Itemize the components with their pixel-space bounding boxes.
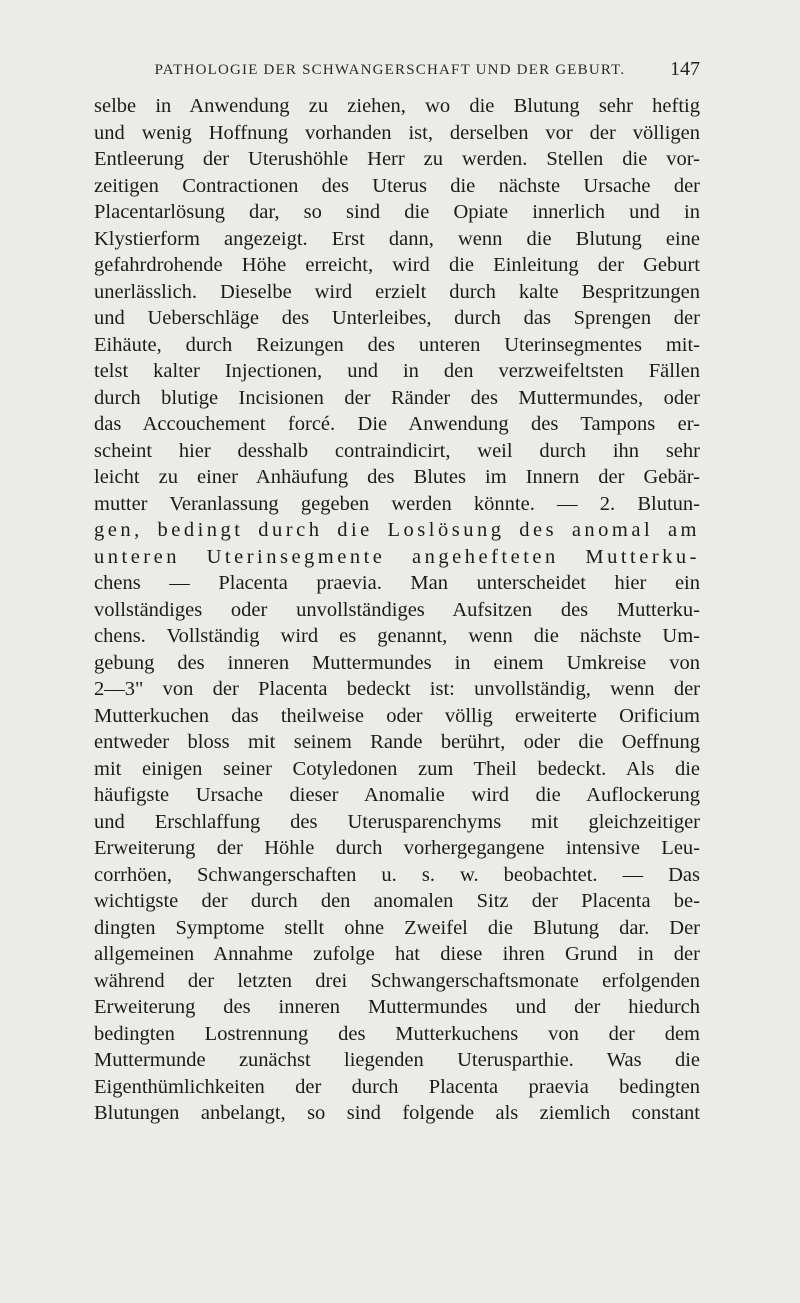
text-line: allgemeinen Annahme zufolge hat diese ihren Grund in der [94,943,700,965]
text-line: gefahrdrohende Höhe erreicht, wird die Einleitung der Geburt [94,254,700,276]
text-line: telst kalter Injectionen, und in den verzweifeltsten Fällen [94,360,700,382]
text-line: mit einigen seiner Cotyledonen zum Theil bedeckt. Als die [94,757,700,780]
text-line: bedingten Lostrennung des Mutterkuchens von der dem [94,1022,700,1045]
text-line: und Erschlaffung des Uterusparenchyms mit gleichzeitiger [94,810,700,833]
text-line: zeitigen Contractionen des Uterus die nächste Ursache der [94,174,700,197]
text-line: scheint hier desshalb contraindicirt, weil durch ihn sehr [94,439,700,462]
text-line: Erweiterung der Höhle durch vorhergegangene intensive Leu- [94,837,700,859]
text-line: das Accouchement forcé. Die Anwendung des Tampons er- [94,413,700,435]
running-head: PATHOLOGIE DER SCHWANGERSCHAFT UND DER GEBURT. [154,62,626,78]
text-line-emphasis: unteren Uterinsegmente angehefteten Mutterku- [94,545,700,568]
text-line: entweder bloss mit seinem Rande berührt, oder die Oeffnung [94,731,700,753]
text-line: selbe in Anwendung zu ziehen, wo die Blutung sehr heftig [94,95,700,117]
text-line: und wenig Hoffnung vorhanden ist, derselben vor der völligen [94,121,700,144]
text-line: dingten Symptome stellt ohne Zweifel die Blutung dar. Der [94,916,700,939]
text-line: Erweiterung des inneren Muttermundes und der hiedurch [94,996,700,1018]
text-line: corrhöen, Schwangerschaften u. s. w. beobachtet. — Das [94,863,700,886]
text-line: vollständiges oder unvollständiges Aufsitzen des Mutterku- [94,598,700,621]
text-line: unerlässlich. Dieselbe wird erzielt durch kalte Bespritzungen [94,280,700,303]
text-line: Muttermunde zunächst liegenden Uterusparthie. Was die [94,1049,700,1071]
text-line: chens — Placenta praevia. Man unterscheidet hier ein [94,572,700,594]
text-line: gebung des inneren Muttermundes in einem Umkreise von [94,651,700,674]
text-line: mutter Veranlassung gegeben werden könnte. — 2. Blutun- [94,492,700,515]
text-line: Eihäute, durch Reizungen des unteren Uterinsegmentes mit- [94,333,700,356]
text-line: Mutterkuchen das theilweise oder völlig erweiterte Orificium [94,704,700,727]
body-text [94,93,700,1127]
text-line: wichtigste der durch den anomalen Sitz der Placenta be- [94,890,700,912]
text-line: Placentarlösung dar, so sind die Opiate innerlich und in [94,201,700,223]
text-line: leicht zu einer Anhäufung des Blutes im Innern der Gebär- [94,466,700,488]
text-line-emphasis: gen, bedingt durch die Loslösung des anomal am [94,519,700,541]
text-line: und Ueberschläge des Unterleibes, durch das Sprengen der [94,307,700,329]
text-line: chens. Vollständig wird es genannt, wenn die nächste Um- [94,625,700,647]
text-line: häufigste Ursache dieser Anomalie wird die Auflockerung [94,784,700,806]
text-line: 2—3" von der Placenta bedeckt ist: unvollständig, wenn der [94,678,700,700]
page-number: 147 [670,58,700,80]
text-line: Eigenthümlichkeiten der durch Placenta praevia bedingten [94,1075,700,1098]
text-line: durch blutige Incisionen der Ränder des Muttermundes, oder [94,386,700,409]
text-line: während der letzten drei Schwangerschaftsmonate erfolgenden [94,969,700,992]
text-line: Entleerung der Uterushöhle Herr zu werden. Stellen die vor- [94,148,700,170]
text-line: Blutungen anbelangt, so sind folgende als ziemlich constant [94,1102,700,1124]
text-line: Klystierform angezeigt. Erst dann, wenn die Blutung eine [94,227,700,250]
